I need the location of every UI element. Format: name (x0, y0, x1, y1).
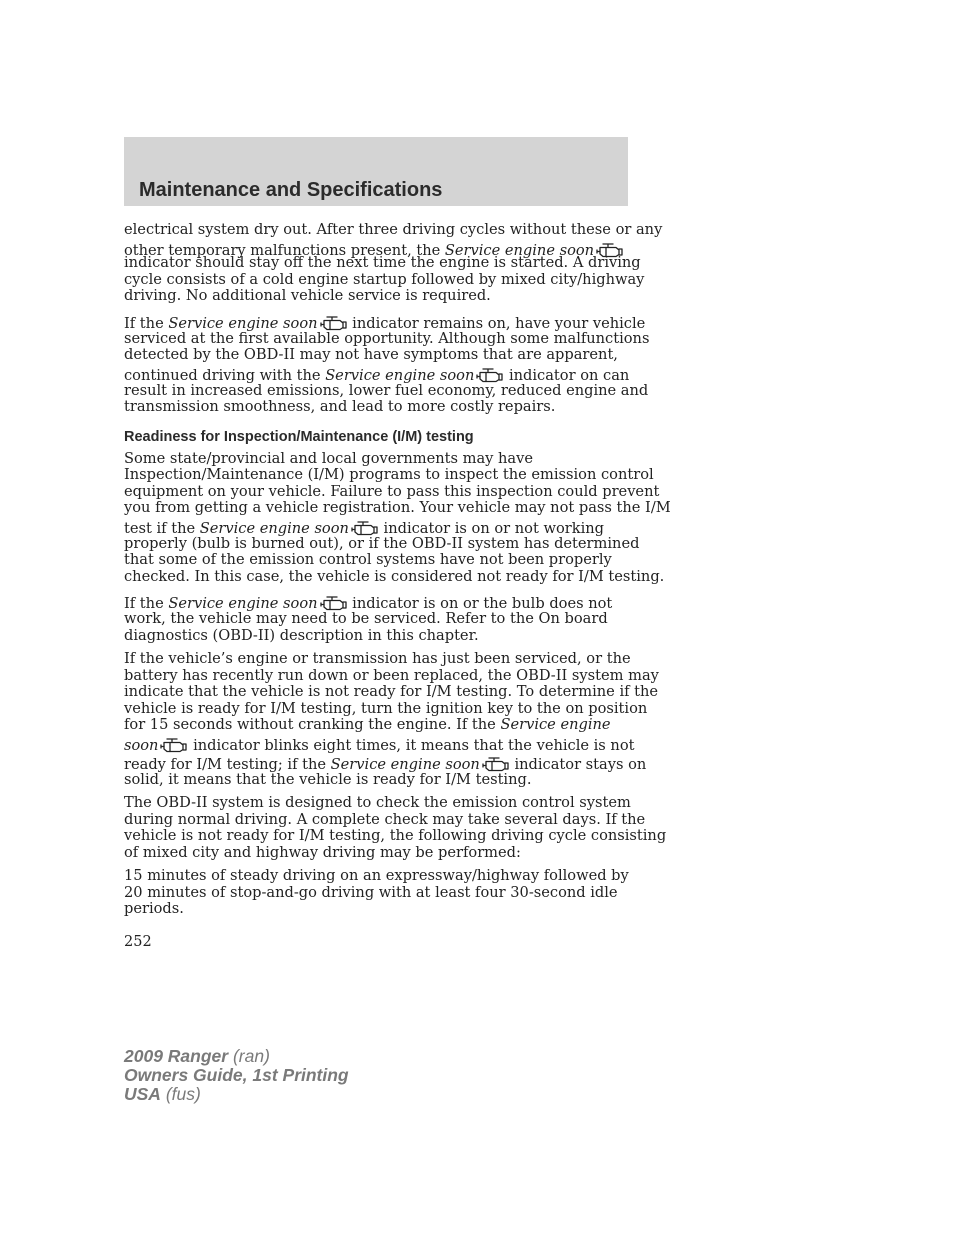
paragraph-3 (124, 449, 671, 586)
text-line: The OBD-II system is designed to check the emission control system (124, 794, 631, 811)
text-line: If the Service engine soon indicator remains on, have your vehicle (124, 312, 628, 331)
paragraph-5 (124, 650, 659, 788)
check-engine-icon (480, 753, 510, 772)
section-title: Maintenance and Specifications (139, 179, 443, 201)
paragraph-6 (124, 794, 667, 861)
text-line: vehicle is ready for I/M testing, turn the ignition key to the on position (124, 699, 648, 717)
paragraph-2 (124, 312, 650, 416)
text-line: that some of the emission control systems have not been properly (124, 551, 612, 568)
paragraph-1 (124, 221, 663, 305)
check-engine-icon (158, 734, 188, 753)
text-line: ready for I/M testing; if the Service engine soon indicator stays on (124, 753, 628, 772)
text-line: during normal driving. A complete check may take several days. If the (124, 810, 646, 828)
text-line: continued driving with the Service engine soon indicator on can (124, 364, 628, 383)
text-line: detected by the OBD-II may not have symptoms that are apparent, (124, 346, 618, 363)
text-line: indicate that the vehicle is not ready for I/M testing. To determine if the (124, 683, 659, 700)
footer-guide-line: Owners Guide, 1st Printing (124, 1065, 349, 1085)
text-line: periods. (124, 900, 184, 917)
text-line: battery has recently run down or been replaced, the OBD-II system may (124, 666, 659, 684)
check-engine-icon (474, 364, 504, 383)
text-line: vehicle is not ready for I/M testing, the following driving cycle consisting (124, 827, 667, 844)
text-line: work, the vehicle may need to be serviced. Refer to the On board (124, 610, 608, 627)
text-line: of mixed city and highway driving may be performed: (124, 843, 521, 861)
text-line: transmission smoothness, and lead to more costly repairs. (124, 398, 556, 415)
text-line: diagnostics (OBD-II) description in this chapter. (124, 626, 479, 644)
text-line: result in increased emissions, lower fuel economy, reduced engine and (124, 381, 649, 399)
text-line: properly (bulb is burned out), or if the OBD-II system has determined (124, 534, 640, 552)
footer-region-line: USA (fus) (124, 1084, 201, 1104)
section-header (124, 137, 628, 206)
footer-model-line: 2009 Ranger (ran) (124, 1046, 270, 1066)
text-line: equipment on your vehicle. Failure to pass this inspection could prevent (124, 482, 660, 500)
document-footer (124, 1047, 349, 1104)
text-line: 15 minutes of steady driving on an expressway/highway followed by (124, 867, 629, 884)
paragraph-7 (124, 868, 628, 918)
check-engine-icon (318, 592, 348, 611)
text-line: soon indicator blinks eight times, it means that the vehicle is not (124, 734, 628, 753)
text-line: cycle consists of a cold engine startup followed by mixed city/highway (124, 270, 645, 288)
text-line: test if the Service engine soon indicator is on or not working (124, 517, 628, 536)
text-line: electrical system dry out. After three driving cycles without these or any (124, 221, 663, 238)
page-content (124, 221, 671, 950)
text-line: for 15 seconds without cranking the engine. If the Service engine (124, 716, 611, 733)
page-number: 252 (124, 933, 152, 950)
check-engine-icon (318, 312, 348, 331)
text-line: checked. In this case, the vehicle is considered not ready for I/M testing. (124, 567, 665, 585)
text-line: If the Service engine soon indicator is on or the bulb does not (124, 592, 628, 611)
text-line: solid, it means that the vehicle is ready for I/M testing. (124, 770, 532, 788)
text-line: If the vehicle’s engine or transmission has just been serviced, or the (124, 650, 631, 667)
text-line: 20 minutes of stop-and-go driving with at least four 30-second idle (124, 883, 618, 901)
check-engine-icon (349, 517, 379, 536)
text-line: other temporary malfunctions present, the Service engine soon (124, 239, 628, 256)
text-line: indicator should stay off the next time the engine is started. A driving (124, 254, 641, 271)
text-line: serviced at the first available opportunity. Although some malfunctions (124, 329, 650, 347)
subheading: Readiness for Inspection/Maintenance (I/M) testing (124, 428, 474, 445)
text-line: driving. No additional vehicle service is required. (124, 287, 491, 304)
text-line: Inspection/Maintenance (I/M) programs to inspect the emission control (124, 466, 654, 483)
text-line: Some state/provincial and local governments may have (124, 449, 534, 467)
paragraph-4 (124, 592, 628, 644)
text-line: you from getting a vehicle registration. Your vehicle may not pass the I/M (124, 499, 671, 516)
